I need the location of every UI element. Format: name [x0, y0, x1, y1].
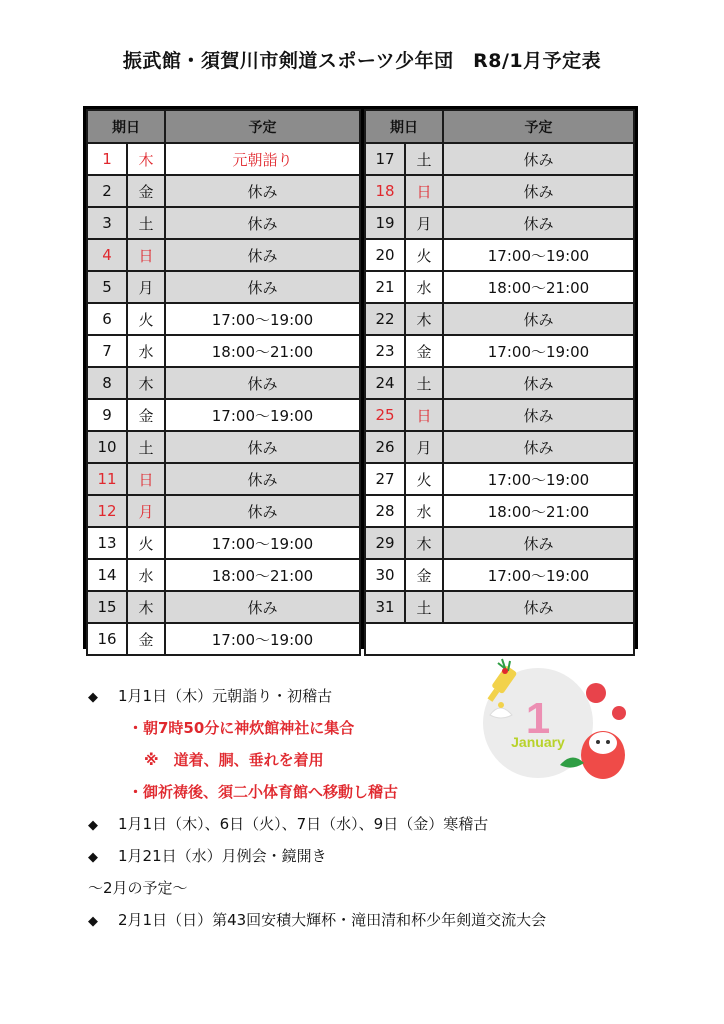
day-number: 13: [87, 527, 127, 559]
weekday: 水: [127, 335, 165, 367]
table-row: [365, 431, 634, 463]
note-item: [88, 876, 648, 908]
table-row: [87, 431, 360, 463]
weekday: 月: [405, 207, 443, 239]
table-row: [87, 271, 360, 303]
weekday: 日: [405, 399, 443, 431]
day-number: 25: [365, 399, 405, 431]
weekday: 木: [127, 367, 165, 399]
table-row: [365, 271, 634, 303]
plan-cell: 休み: [443, 591, 634, 623]
empty-cell: [365, 623, 634, 655]
weekday: 月: [127, 271, 165, 303]
page-title: 振武館・須賀川市剣道スポーツ少年団 R8/1月予定表: [122, 50, 602, 72]
table-row: [87, 367, 360, 399]
weekday: 水: [405, 495, 443, 527]
empty-row: [365, 623, 634, 655]
note-text: ・朝7時50分に神炊館神社に集合: [128, 719, 355, 737]
note-item: [88, 844, 648, 876]
weekday: 木: [405, 527, 443, 559]
day-number: 28: [365, 495, 405, 527]
plan-cell: 17:00～19:00: [443, 239, 634, 271]
note-text: 1月21日（水）月例会・鏡開き: [118, 847, 327, 865]
weekday: 月: [127, 495, 165, 527]
note-item: [88, 908, 648, 940]
day-number: 22: [365, 303, 405, 335]
header-plan: 予定: [443, 110, 634, 143]
weekday: 日: [127, 239, 165, 271]
day-number: 24: [365, 367, 405, 399]
day-number: 2: [87, 175, 127, 207]
header-date: 期日: [87, 110, 165, 143]
weekday: 木: [127, 143, 165, 175]
weekday: 火: [405, 239, 443, 271]
plan-cell: 17:00～19:00: [165, 623, 360, 655]
day-number: 18: [365, 175, 405, 207]
weekday: 日: [405, 175, 443, 207]
plan-cell: 元朝詣り: [165, 143, 360, 175]
weekday: 火: [405, 463, 443, 495]
january-illustration: [476, 655, 636, 780]
header-date: 期日: [365, 110, 443, 143]
plan-cell: 休み: [165, 495, 360, 527]
day-number: 19: [365, 207, 405, 239]
month-number: 1: [525, 694, 551, 743]
plan-cell: 18:00～21:00: [443, 271, 634, 303]
weekday: 金: [127, 175, 165, 207]
diamond-bullet-icon: ◆: [88, 690, 98, 705]
table-row: [365, 207, 634, 239]
weekday: 木: [405, 303, 443, 335]
plan-cell: 休み: [443, 143, 634, 175]
weekday: 火: [127, 527, 165, 559]
plan-cell: 17:00～19:00: [165, 399, 360, 431]
table-row: [87, 463, 360, 495]
schedule-table-left: [86, 109, 361, 656]
day-number: 29: [365, 527, 405, 559]
day-number: 5: [87, 271, 127, 303]
table-row: [87, 623, 360, 655]
weekday: 水: [405, 271, 443, 303]
schedule-table-right: [364, 109, 635, 656]
plan-cell: 休み: [165, 463, 360, 495]
plan-cell: 休み: [165, 591, 360, 623]
day-number: 1: [87, 143, 127, 175]
plan-cell: 17:00～19:00: [443, 335, 634, 367]
note-text: 2月1日（日）第43回安積大輝杯・滝田清和杯少年剣道交流大会: [118, 911, 547, 929]
diamond-bullet-icon: ◆: [88, 818, 98, 833]
month-name: January: [511, 734, 565, 750]
table-row: [87, 495, 360, 527]
note-text: 1月1日（木）、6日（火）、7日（水）、9日（金）寒稽古: [118, 815, 489, 833]
table-row: [365, 335, 634, 367]
weekday: 木: [127, 591, 165, 623]
plan-cell: 休み: [443, 431, 634, 463]
day-number: 23: [365, 335, 405, 367]
day-number: 6: [87, 303, 127, 335]
day-number: 17: [365, 143, 405, 175]
plan-cell: 18:00～21:00: [165, 335, 360, 367]
weekday: 土: [405, 367, 443, 399]
plan-cell: 休み: [443, 303, 634, 335]
day-number: 7: [87, 335, 127, 367]
weekday: 金: [127, 399, 165, 431]
plan-cell: 17:00～19:00: [443, 559, 634, 591]
day-number: 20: [365, 239, 405, 271]
weekday: 土: [127, 207, 165, 239]
plan-cell: 17:00～19:00: [165, 527, 360, 559]
table-row: [365, 399, 634, 431]
weekday: 土: [405, 143, 443, 175]
plan-cell: 休み: [443, 175, 634, 207]
day-number: 11: [87, 463, 127, 495]
plan-cell: 18:00～21:00: [443, 495, 634, 527]
day-number: 4: [87, 239, 127, 271]
plan-cell: 18:00～21:00: [165, 559, 360, 591]
day-number: 31: [365, 591, 405, 623]
table-row: [365, 463, 634, 495]
weekday: 水: [127, 559, 165, 591]
plan-cell: 休み: [165, 431, 360, 463]
table-row: [87, 207, 360, 239]
weekday: 日: [127, 463, 165, 495]
note-text: ・御祈祷後、須二小体育館へ移動し稽古: [128, 783, 399, 801]
weekday: 火: [127, 303, 165, 335]
day-number: 3: [87, 207, 127, 239]
plan-cell: 休み: [165, 367, 360, 399]
plan-cell: 17:00～19:00: [443, 463, 634, 495]
day-number: 16: [87, 623, 127, 655]
day-number: 21: [365, 271, 405, 303]
day-number: 9: [87, 399, 127, 431]
plan-cell: 休み: [443, 527, 634, 559]
table-row: [365, 591, 634, 623]
plan-cell: 休み: [165, 175, 360, 207]
table-row: [87, 143, 360, 175]
note-text: ～2月の予定～: [88, 879, 188, 897]
note-text: ※ 道着、胴、垂れを着用: [144, 751, 324, 769]
note-text: 1月1日（木）元朝詣り・初稽古: [118, 687, 333, 705]
table-row: [365, 303, 634, 335]
table-row: [365, 367, 634, 399]
header-plan: 予定: [165, 110, 360, 143]
weekday: 金: [405, 335, 443, 367]
weekday: 金: [405, 559, 443, 591]
weekday: 金: [127, 623, 165, 655]
day-number: 30: [365, 559, 405, 591]
plan-cell: 休み: [165, 271, 360, 303]
table-row: [87, 239, 360, 271]
new-year-icon: [476, 655, 636, 780]
plan-cell: 休み: [165, 239, 360, 271]
note-item: [88, 812, 648, 844]
table-row: [87, 527, 360, 559]
weekday: 土: [127, 431, 165, 463]
day-number: 27: [365, 463, 405, 495]
table-row: [365, 559, 634, 591]
table-row: [87, 559, 360, 591]
note-item: [88, 780, 648, 812]
day-number: 26: [365, 431, 405, 463]
diamond-bullet-icon: ◆: [88, 850, 98, 865]
schedule-table: [83, 106, 638, 649]
weekday: 土: [405, 591, 443, 623]
plan-cell: 17:00～19:00: [165, 303, 360, 335]
table-row: [87, 335, 360, 367]
table-row: [87, 175, 360, 207]
day-number: 10: [87, 431, 127, 463]
table-row: [87, 303, 360, 335]
day-number: 15: [87, 591, 127, 623]
table-row: [87, 399, 360, 431]
table-row: [365, 527, 634, 559]
table-row: [365, 175, 634, 207]
plan-cell: 休み: [443, 207, 634, 239]
day-number: 8: [87, 367, 127, 399]
day-number: 12: [87, 495, 127, 527]
table-row: [365, 143, 634, 175]
day-number: 14: [87, 559, 127, 591]
weekday: 月: [405, 431, 443, 463]
table-row: [365, 495, 634, 527]
table-row: [365, 239, 634, 271]
diamond-bullet-icon: ◆: [88, 914, 98, 929]
table-row: [87, 591, 360, 623]
plan-cell: 休み: [443, 367, 634, 399]
plan-cell: 休み: [443, 399, 634, 431]
plan-cell: 休み: [165, 207, 360, 239]
